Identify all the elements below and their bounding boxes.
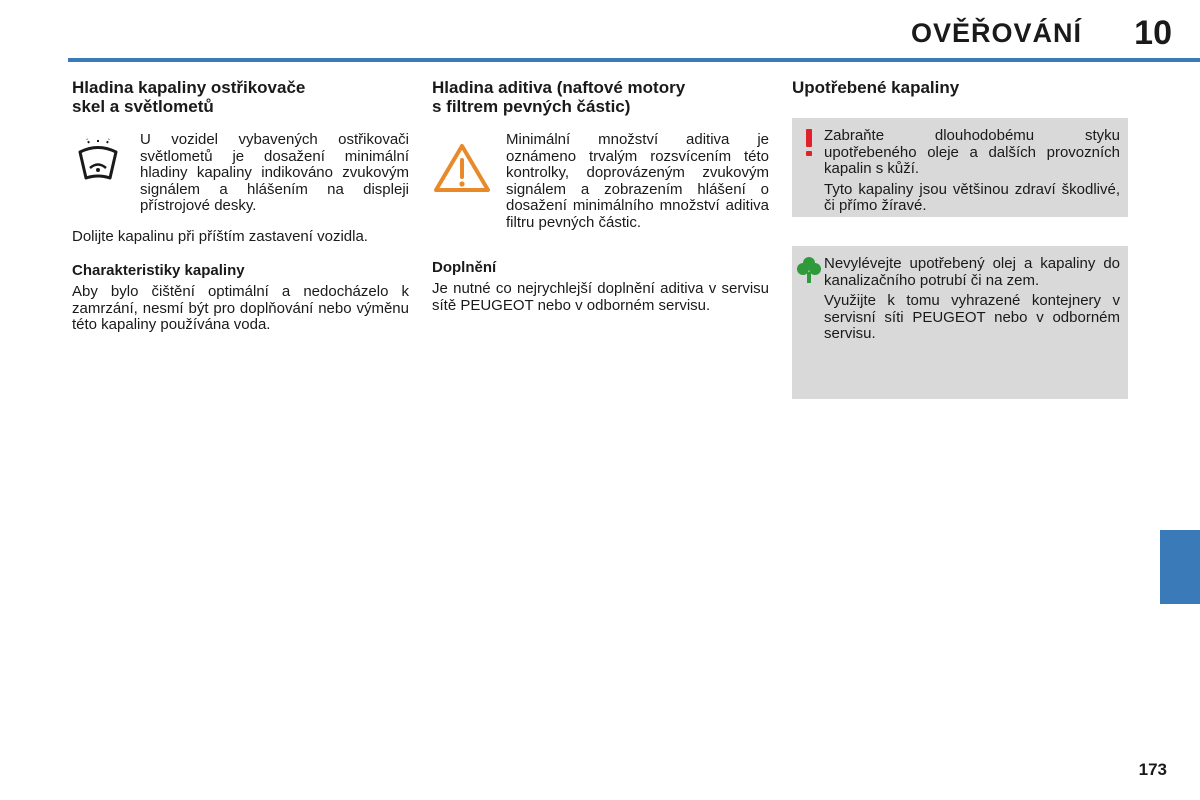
fluid-characteristics-text: Aby bylo čištění optimální a nedocházelo k zamrzání, nesmí být pro doplňování nebo výměnu této kapaliny používána voda. <box>72 283 409 333</box>
chapter-title: OVĚŘOVÁNÍ <box>910 18 1082 48</box>
column-washer-fluid <box>72 78 409 334</box>
oil-disposal-text: Nevylévejte upotřebený olej a kapaliny do kanalizačního potrubí či na zem. <box>824 255 1120 289</box>
chapter-side-tab <box>1160 530 1200 604</box>
washer-fluid-refill-text: Dolijte kapalinu při příštím zastavení vozidla. <box>72 227 368 245</box>
warning-triangle-icon <box>432 142 492 194</box>
additive-warning-text: Minimální množství aditiva je oznámeno trvalým rozsvícením této kontrolky, doprovázeným zvukovým signálem a zobrazením hlášení o dosažení minimálního množství aditiva filtru pevných částic. <box>506 131 769 231</box>
page-number: 173 <box>1138 760 1167 779</box>
additive-level-heading: Hladina aditiva (naftové motory s filtrem pevných částic) <box>432 78 686 116</box>
windscreen-washer-icon <box>72 138 124 190</box>
environment-notice-box <box>792 246 1128 399</box>
exclamation-icon <box>802 128 816 158</box>
header-rule <box>68 58 1200 62</box>
additive-icon-paragraph <box>432 132 769 231</box>
skin-contact-warning-text: Zabraňte dlouhodobému styku upotřebeného oleje a dalších provozních kapalin s kůží. <box>824 127 1120 177</box>
washer-fluid-warning-text: U vozidel vybavených ostřikovači světlometů je dosažení minimální hladiny kapaliny indikováno zvukovým signálem a hlášením na displeji přístrojové desky. <box>140 131 409 214</box>
washer-fluid-heading: Hladina kapaliny ostřikovače skel a světlometů <box>72 78 306 116</box>
skin-contact-warning-box <box>792 118 1128 217</box>
chapter-number: 10 <box>1134 14 1172 52</box>
harmful-fluids-text: Tyto kapaliny jsou většinou zdraví škodlivé, či přímo žíravé. <box>824 180 1120 214</box>
tree-icon <box>797 256 821 284</box>
refill-text: Je nutné co nejrychlejší doplnění aditiva v servisu sítě PEUGEOT nebo v odborném servisu. <box>432 280 769 314</box>
refill-subheading: Doplnění <box>432 259 497 276</box>
container-disposal-text: Využijte k tomu vyhrazené kontejnery v servisní síti PEUGEOT nebo v odborném servisu. <box>824 292 1120 342</box>
used-fluids-heading: Upotřebené kapaliny <box>792 78 960 97</box>
column-used-fluids <box>792 78 1128 399</box>
washer-fluid-icon-paragraph <box>72 132 409 215</box>
fluid-characteristics-subheading: Charakteristiky kapaliny <box>72 262 245 279</box>
column-additive-level <box>432 78 769 314</box>
